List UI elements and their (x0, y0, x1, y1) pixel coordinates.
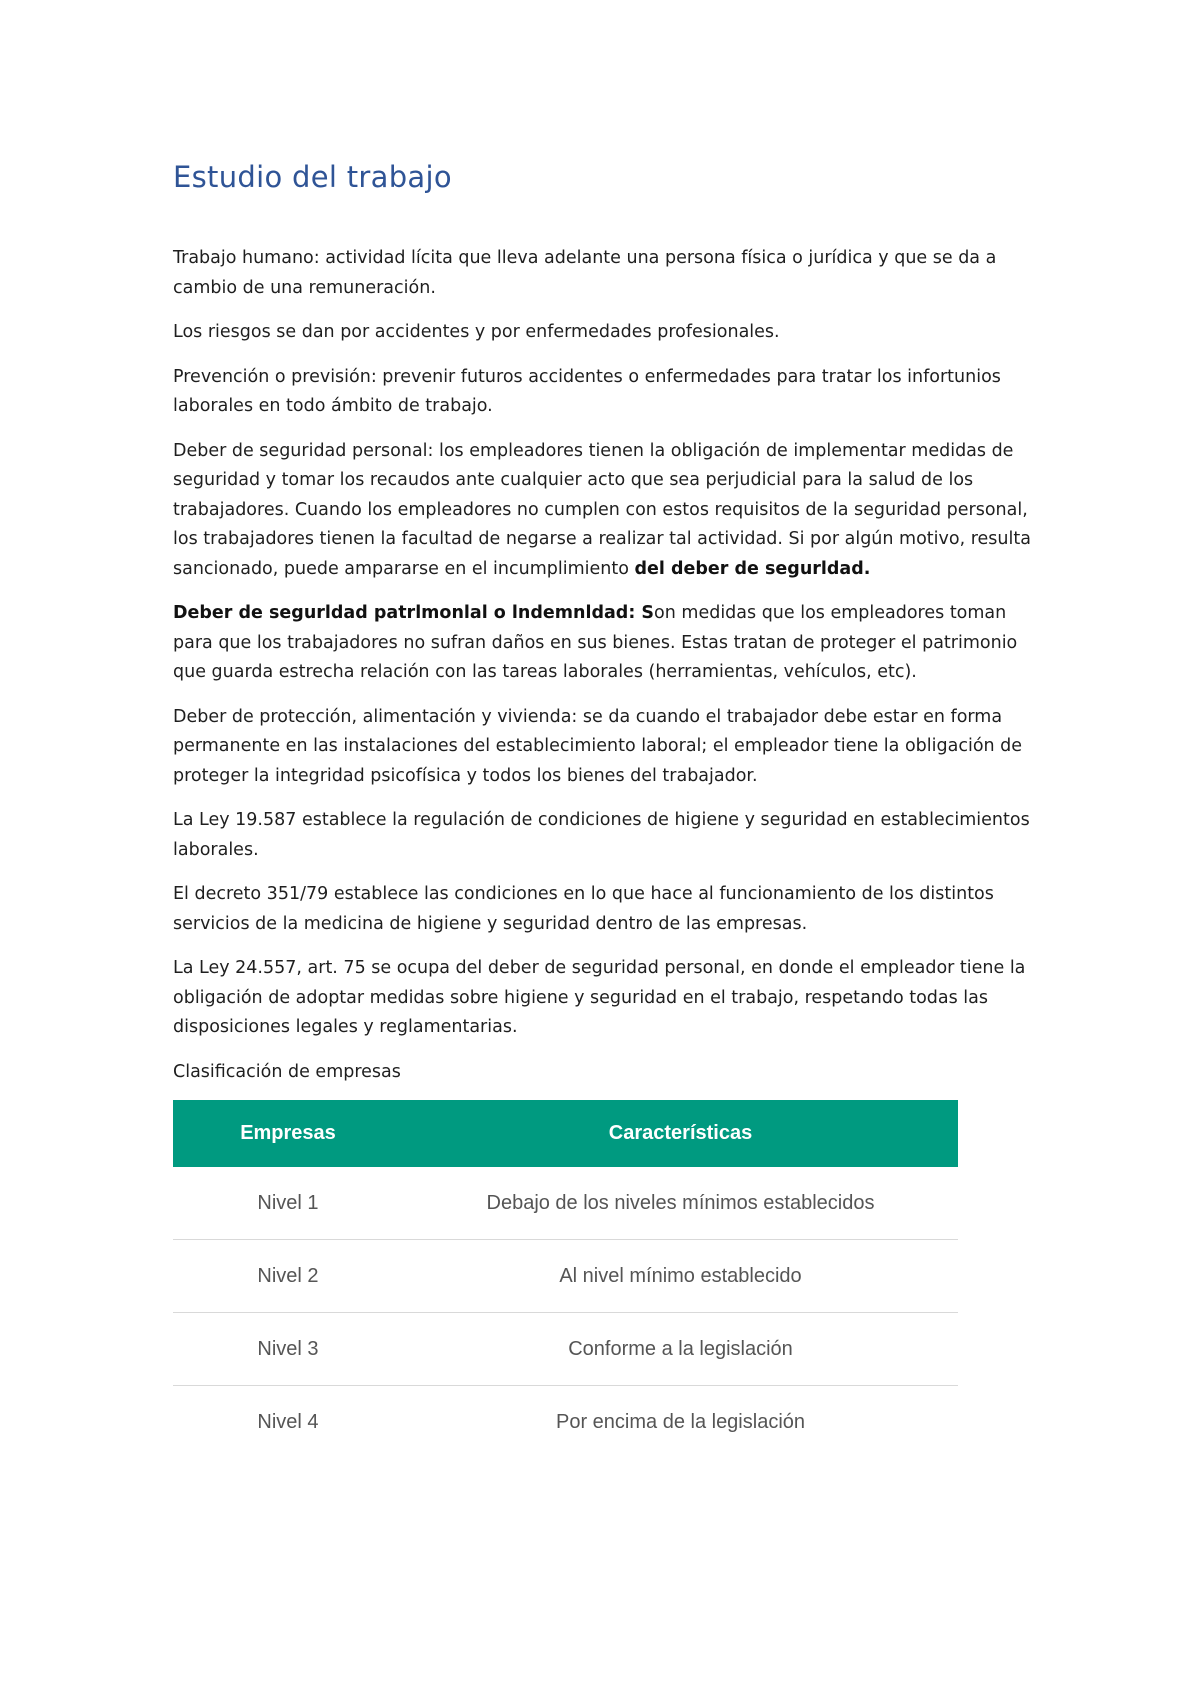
paragraph-decreto-351: El decreto 351/79 establece las condiciones en lo que hace al funcionamiento de los distintos servicios de la medicina de higiene y seguridad dentro de las empresas. (173, 884, 994, 934)
paragraph-prevencion: Prevención o previsión: prevenir futuros accidentes o enfermedades para tratar los infortunios laborales en todo ámbito de trabajo. (173, 366, 1001, 416)
paragraph-ley-24557: La Ley 24.557, art. 75 se ocupa del deber de seguridad personal, en donde el empleador tiene la obligación de adoptar medidas sobre higiene y seguridad en el trabajo, respetando todas las disposiciones legales y reglamentarias. (173, 958, 1026, 1037)
classification-table (173, 1100, 958, 1458)
header-caracteristicas: Características (403, 1100, 958, 1167)
cell-level: Nivel 3 (173, 1313, 403, 1386)
paragraph-seguridad-patrimonial (173, 599, 1043, 688)
paragraph-seguridad-patrimonial-bold: Deber de segurldad patrlmonlal o lndemnldad: S (173, 603, 655, 623)
paragraph-ley-19587: La Ley 19.587 establece la regulación de condiciones de higiene y seguridad en establecimientos laborales. (173, 810, 1030, 860)
document-page (173, 160, 1043, 1458)
cell-description: Al nivel mínimo establecido (403, 1240, 958, 1313)
document-title: Estudio del trabajo (173, 160, 452, 194)
cell-description: Debajo de los niveles mínimos establecidos (403, 1167, 958, 1240)
cell-description: Conforme a la legislación (403, 1313, 958, 1386)
table-row (173, 1167, 958, 1240)
cell-level: Nivel 1 (173, 1167, 403, 1240)
paragraph-proteccion: Deber de protección, alimentación y vivienda: se da cuando el trabajador debe estar en forma permanente en las instalaciones del establecimiento laboral; el empleador tiene la obligación de proteger la integridad psicofísica y todos los bienes del trabajador. (173, 706, 1023, 786)
paragraph-seguridad-personal-bold: del deber de segurldad. (634, 558, 871, 579)
paragraph-riesgos: Los riesgos se dan por accidentes y por enfermedades profesionales. (173, 322, 780, 342)
cell-description: Por encima de la legislación (555, 1410, 806, 1433)
table-row (173, 1313, 958, 1386)
paragraph-seguridad-personal (173, 437, 1043, 585)
paragraph-seguridad-patrimonial-text: on medidas que los empleadores toman para que los trabajadores no sufran daños en sus bienes. Estas tratan de proteger el patrimonio que guarda estrecha relación con las tareas laborales (herramientas, vehículos, etc). (173, 603, 1018, 682)
cell-level: Nivel 2 (173, 1240, 403, 1313)
table-row (173, 1240, 958, 1313)
table-row (173, 1386, 958, 1459)
table-header-row (173, 1100, 958, 1167)
table-caption: Clasificación de empresas (173, 1061, 401, 1082)
paragraph-seguridad-personal-text: Deber de seguridad personal: los empleadores tienen la obligación de implementar medidas de seguridad y tomar los recaudos ante cualquier acto que sea perjudicial para la salud de los trabajadores. Cuando los empleadores no cumplen con estos requisitos de la seguridad personal, los trabajadores tienen la facultad de negarse a realizar tal actividad. Si por algún motivo, resulta sancionado, puede ampararse en el incumplimiento (173, 440, 1031, 579)
header-empresas: Empresas (173, 1100, 403, 1167)
cell-level: Nivel 4 (257, 1410, 319, 1433)
paragraph-trabajo-humano: Trabajo humano: actividad lícita que lleva adelante una persona física o jurídica y que se da a cambio de una remuneración. (173, 248, 997, 298)
